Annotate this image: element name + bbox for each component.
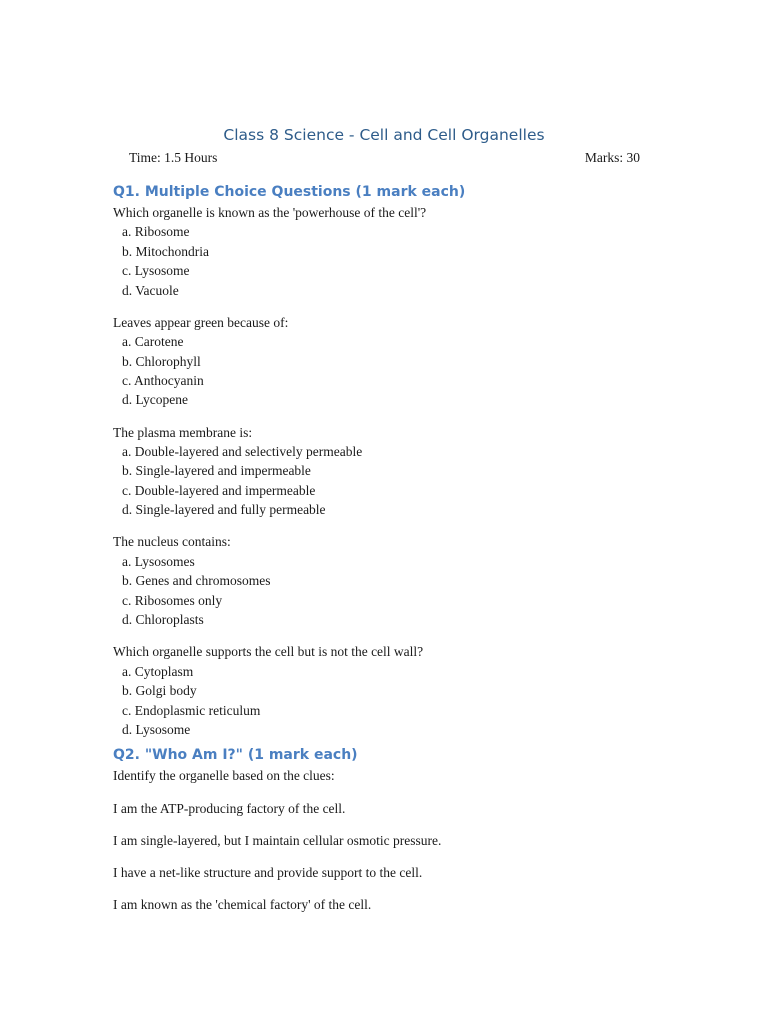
option-b: b. Golgi body (122, 683, 197, 699)
option-d: d. Lycopene (122, 392, 188, 408)
option-c: c. Double-layered and impermeable (122, 482, 316, 498)
option-b: b. Single-layered and impermeable (122, 463, 311, 479)
mcq-question-2 (113, 313, 673, 410)
question-text: Which organelle supports the cell but is not the cell wall? (113, 644, 424, 660)
who-am-i-clue-2: I am single-layered, but I maintain cellular osmotic pressure. (113, 832, 442, 848)
question-text: The nucleus contains: (113, 534, 231, 550)
option-c: c. Lysosome (122, 263, 190, 279)
q2-heading: Q2. "Who Am I?" (1 mark each) (113, 747, 358, 764)
option-d: d. Chloroplasts (122, 612, 204, 628)
option-list (113, 332, 673, 410)
option-c: c. Ribosomes only (122, 592, 223, 608)
option-a: a. Double-layered and selectively permeable (122, 444, 363, 460)
option-b: b. Genes and chromosomes (122, 573, 271, 589)
option-c: c. Anthocyanin (122, 373, 204, 389)
option-list (113, 662, 673, 740)
mcq-question-1 (113, 203, 673, 300)
mcq-question-5 (113, 642, 673, 739)
option-a: a. Carotene (122, 334, 184, 350)
option-d: d. Lysosome (122, 721, 191, 737)
option-d: d. Vacuole (122, 282, 179, 298)
question-text: Which organelle is known as the 'powerhouse of the cell'? (113, 205, 427, 220)
option-list (113, 222, 673, 300)
exam-marks: Marks: 30 (584, 150, 640, 165)
q1-heading: Q1. Multiple Choice Questions (1 mark each) (113, 184, 466, 200)
question-text: The plasma membrane is: (113, 424, 253, 440)
worksheet-content (113, 181, 673, 927)
option-a: a. Cytoplasm (122, 663, 194, 679)
option-b: b. Mitochondria (122, 243, 209, 259)
q2-intro: Identify the organelle based on the clues: (113, 768, 335, 784)
option-list (113, 552, 673, 630)
option-c: c. Endoplasmic reticulum (122, 702, 261, 718)
exam-time: Time: 1.5 Hours (129, 150, 218, 165)
question-text: Leaves appear green because of: (113, 314, 289, 330)
document-title: Class 8 Science - Cell and Cell Organelles (223, 126, 545, 144)
mcq-question-3 (113, 423, 673, 520)
who-am-i-clue-4: I am known as the 'chemical factory' of the cell. (113, 897, 372, 913)
who-am-i-clue-3: I have a net-like structure and provide support to the cell. (113, 864, 423, 880)
mcq-question-4 (113, 532, 673, 629)
option-a: a. Lysosomes (122, 553, 195, 569)
option-list (113, 442, 673, 520)
option-d: d. Single-layered and fully permeable (122, 502, 326, 518)
option-a: a. Ribosome (122, 224, 190, 240)
option-b: b. Chlorophyll (122, 353, 201, 369)
who-am-i-clue-1: I am the ATP-producing factory of the cell. (113, 800, 346, 816)
